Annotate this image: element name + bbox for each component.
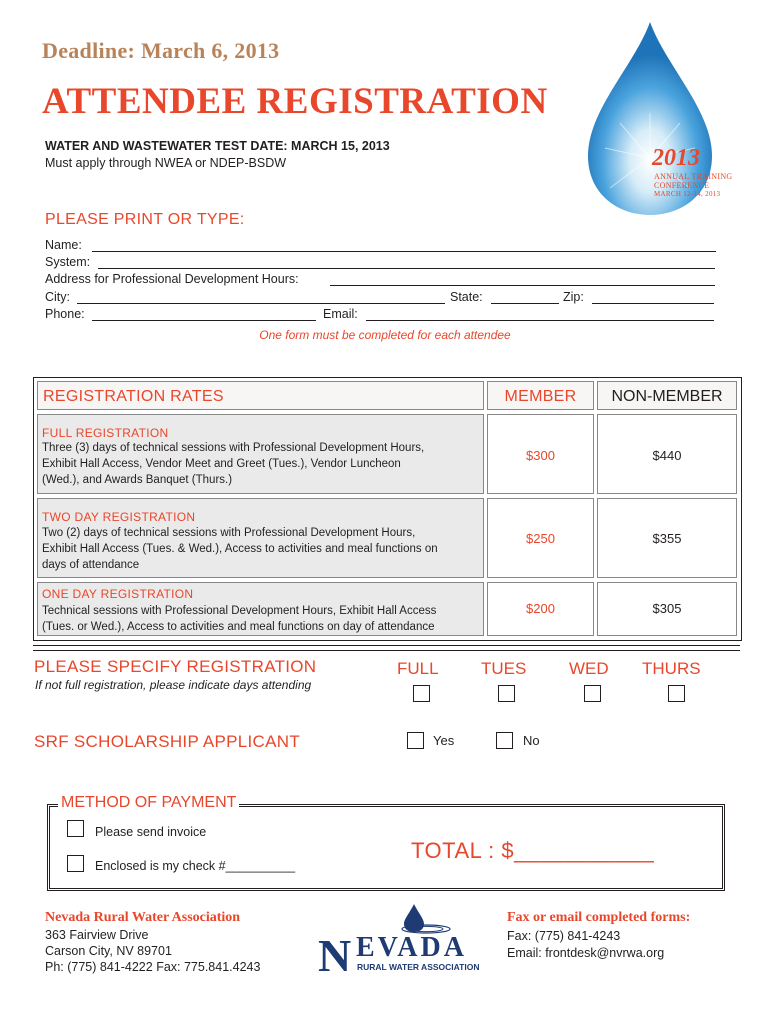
day-label-tues: TUES (481, 659, 527, 678)
rate-desc: days of attendance (42, 559, 140, 571)
rate-desc: Three (3) days of technical sessions with Professional Development Hours, (42, 442, 425, 454)
scholarship-no-checkbox[interactable] (496, 732, 513, 749)
email-field[interactable] (366, 320, 714, 321)
nonmember-price: $305 (652, 601, 682, 616)
org-phone: Ph: (775) 841-4222 Fax: 775.841.4243 (45, 960, 261, 974)
fax-number: Fax: (775) 841-4243 (507, 929, 621, 943)
state-label: State: (450, 290, 483, 304)
rate-desc: Exhibit Hall Access, Vendor Meet and Greet (Tues.), Vendor Luncheon (42, 458, 401, 470)
logo-word: EVADA (356, 932, 467, 963)
org-street: 363 Fairview Drive (45, 928, 149, 942)
day-label-full: FULL (397, 659, 439, 678)
full-checkbox[interactable] (413, 685, 430, 702)
org-name: Nevada Rural Water Association (45, 910, 241, 925)
invoice-label: Please send invoice (95, 825, 207, 839)
thurs-checkbox[interactable] (668, 685, 685, 702)
city-label: City: (45, 290, 70, 304)
org-city: Carson City, NV 89701 (45, 944, 172, 958)
day-label-wed: WED (569, 659, 609, 678)
member-header (487, 381, 594, 410)
total-field[interactable]: TOTAL : $___________ (411, 838, 655, 863)
system-field[interactable] (98, 268, 715, 269)
phone-label: Phone: (45, 307, 85, 321)
scholarship-no-label: No (523, 733, 540, 748)
nonmember-price-cell (597, 582, 737, 636)
rate-title: FULL REGISTRATION (42, 426, 169, 440)
address-label: Address for Professional Development Hours: (45, 272, 299, 286)
payment-heading: METHOD OF PAYMENT (58, 794, 239, 812)
attendee-note: One form must be completed for each attendee (259, 328, 511, 342)
specify-subtext: If not full registration, please indicate days attending (35, 678, 312, 692)
conference-line-2: CONFERENCE (654, 181, 710, 190)
specify-heading: PLEASE SPECIFY REGISTRATION (34, 657, 317, 676)
rate-row-one-day (37, 582, 484, 636)
system-label: System: (45, 255, 91, 269)
member-price-cell (487, 498, 594, 578)
rate-desc: Two (2) days of technical sessions with Professional Development Hours, (42, 527, 416, 539)
email-label: Email: (323, 307, 358, 321)
rates-header (37, 381, 484, 410)
invoice-checkbox[interactable] (67, 820, 84, 837)
rates-heading: REGISTRATION RATES (43, 388, 224, 405)
check-label: Enclosed is my check #__________ (95, 859, 296, 873)
email-address[interactable]: Email: frontdesk@nvrwa.org (507, 946, 665, 960)
rate-row-full (37, 414, 484, 494)
rates-table (33, 377, 742, 641)
nonmember-label: NON-MEMBER (611, 388, 723, 405)
zip-field[interactable] (592, 303, 714, 304)
rate-title: ONE DAY REGISTRATION (42, 587, 194, 601)
conference-year: 2013 (652, 145, 700, 171)
nonmember-header (597, 381, 737, 410)
rate-desc: (Wed.), and Awards Banquet (Thurs.) (42, 474, 233, 486)
city-field[interactable] (77, 303, 445, 304)
logo-letter: N (318, 930, 352, 981)
rate-row-two-day (37, 498, 484, 578)
rate-title: TWO DAY REGISTRATION (42, 510, 196, 524)
page-title: ATTENDEE REGISTRATION (42, 81, 548, 122)
rate-desc: Exhibit Hall Access (Tues. & Wed.), Access to activities and meal functions on (42, 543, 438, 555)
member-price: $250 (526, 531, 555, 546)
member-label: MEMBER (504, 388, 577, 405)
fax-heading: Fax or email completed forms: (507, 910, 691, 925)
phone-field[interactable] (92, 320, 316, 321)
nonmember-price-cell (597, 498, 737, 578)
check-checkbox[interactable] (67, 855, 84, 872)
wed-checkbox[interactable] (584, 685, 601, 702)
zip-label: Zip: (563, 290, 584, 304)
member-price-cell (487, 414, 594, 494)
nonmember-price: $440 (652, 448, 682, 463)
state-field[interactable] (491, 303, 559, 304)
apply-note: Must apply through NWEA or NDEP-BSDW (45, 156, 287, 170)
conference-line-1: ANNUAL TRAINING (654, 172, 733, 181)
address-field[interactable] (330, 285, 715, 286)
print-heading: PLEASE PRINT OR TYPE: (45, 211, 245, 228)
name-label: Name: (45, 238, 82, 252)
scholarship-yes-label: Yes (433, 733, 455, 748)
scholarship-heading: SRF SCHOLARSHIP APPLICANT (34, 732, 301, 751)
deadline: Deadline: March 6, 2013 (42, 38, 280, 63)
conference-line-3: MARCH 12-14, 2013 (654, 190, 721, 198)
logo-drop-icon (393, 902, 453, 934)
divider (33, 645, 740, 651)
member-price-cell (487, 582, 594, 636)
logo-subtitle: RURAL WATER ASSOCIATION (357, 962, 480, 972)
nonmember-price-cell (597, 414, 737, 494)
member-price: $200 (526, 601, 555, 616)
tues-checkbox[interactable] (498, 685, 515, 702)
name-field[interactable] (92, 251, 716, 252)
nonmember-price: $355 (652, 531, 682, 546)
rate-desc: Technical sessions with Professional Development Hours, Exhibit Hall Access (42, 605, 437, 617)
test-date: WATER AND WASTEWATER TEST DATE: MARCH 15, 2013 (45, 139, 390, 153)
day-label-thurs: THURS (642, 659, 701, 678)
scholarship-yes-checkbox[interactable] (407, 732, 424, 749)
rate-desc: (Tues. or Wed.), Access to activities and meal functions on day of attendance (42, 621, 435, 633)
member-price: $300 (526, 448, 555, 463)
